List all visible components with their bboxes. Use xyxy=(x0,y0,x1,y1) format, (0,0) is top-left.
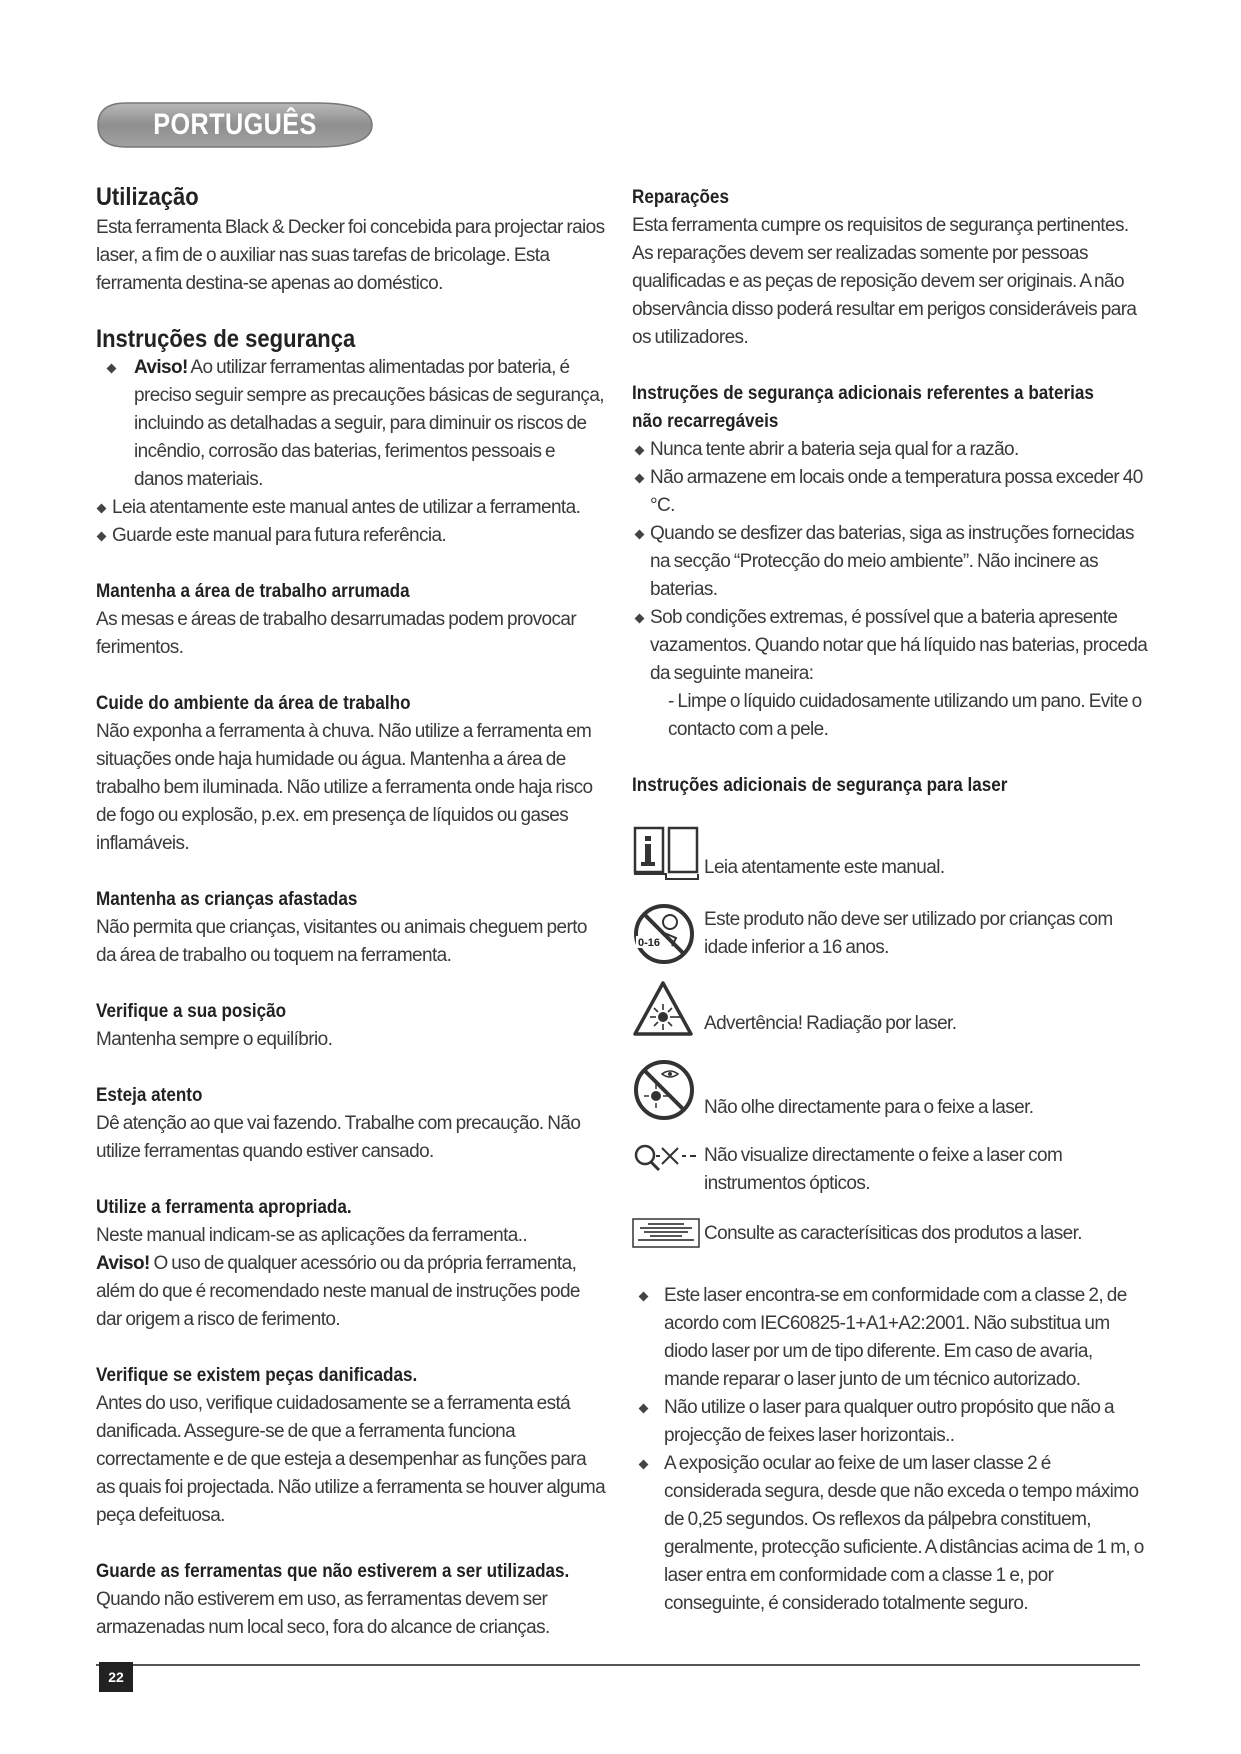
right-column xyxy=(632,184,1148,1618)
posicao-text: Mantenha sempre o equilíbrio. xyxy=(96,1029,333,1050)
ambiente-text: Não exponha a ferramenta à chuva. Não utilize a ferramenta em situações onde haja humidade ou água. Mantenha a área de trabalho bem iluminada. Não utilize a ferramenta onde haja risco de fogo ou explosão, p.ex. em presença de líquidos ou gases inflamáveis. xyxy=(96,721,593,854)
laser-b3-text: A exposição ocular ao feixe de um laser classe 2 é considerada segura, desde que não exceda o tempo máximo de 0,25 segundos. Os reflexos da pálpebra constituem, geralmente, protecção suficiente. A distâncias acima de 1 m, o laser entra em conformidade com a classe 1 e, por conseguinte, é considerado totalmente seguro. xyxy=(664,1453,1144,1614)
section-danificadas xyxy=(96,1362,606,1530)
atento-text: Dê atenção ao que vai fazendo. Trabalhe com precaução. Não utilize ferramentas quando estiver cansado. xyxy=(96,1113,581,1162)
bullet-diamond-icon xyxy=(635,446,645,456)
guarde-ferramentas-text: Quando não estiverem em uso, as ferramentas devem ser armazenadas num local seco, fora do alcance de crianças. xyxy=(96,1589,550,1638)
seguranca-bullet-aviso xyxy=(96,354,606,494)
baterias-b3-text: Quando se desfizer das baterias, siga as instruções fornecidas na secção “Protecção do meio ambiente”. Não incinere as baterias. xyxy=(650,523,1134,600)
no-optics-text: Não visualize directamente o feixe a laser com instrumentos ópticos. xyxy=(704,1145,1063,1194)
bullet-diamond-icon xyxy=(97,532,107,542)
section-guarde xyxy=(96,1558,606,1642)
read-manual-icon xyxy=(632,826,702,882)
aviso-label: Aviso! xyxy=(96,1253,150,1274)
laser-icon-row xyxy=(632,826,1148,882)
heading-guarde: Guarde as ferramentas que não estiverem a ser utilizadas. xyxy=(96,1561,570,1582)
language-tab-label: PORTUGUÊS xyxy=(153,108,317,141)
bullet-diamond-icon xyxy=(635,474,645,484)
utilizacao-text: Esta ferramenta Black & Decker foi concebida para projectar raios laser, a fim de o auxiliar nas suas tarefas de bricolage. Esta ferramenta destina-se apenas ao doméstico. xyxy=(96,217,605,294)
heading-laser: Instruções adicionais de segurança para laser xyxy=(632,775,1008,796)
laser-icon-row xyxy=(632,902,1148,966)
heading-seguranca: Instruções de segurança xyxy=(96,325,356,353)
baterias-bullet-4 xyxy=(632,604,1148,688)
heading-utilizacao: Utilização xyxy=(96,183,199,211)
no-children-icon xyxy=(632,902,702,966)
page-number: 22 xyxy=(99,1662,133,1692)
laser-warning-text: Advertência! Radiação por laser. xyxy=(704,1013,957,1034)
no-children-text: Este produto não deve ser utilizado por crianças com idade inferior a 16 anos. xyxy=(704,909,1113,958)
age-badge: 0-16 xyxy=(637,937,661,949)
heading-danificadas: Verifique se existem peças danificadas. xyxy=(96,1365,418,1386)
laser-b1-text: Este laser encontra-se em conformidade com a classe 2, de acordo com IEC60825-1+A1+A2:2001. Não substitua um diodo laser por um de tipo diferente. Em caso de avaria, mande reparar o laser junto de um técnico autorizado. xyxy=(664,1285,1127,1390)
aviso-text: Ao utilizar ferramentas alimentadas por bateria, é preciso seguir sempre as precauções básicas de segurança, incluindo as detalhadas a seguir, para diminuir os riscos de incêndio, corrosão das baterias, ferimentos pessoais e danos materiais. xyxy=(134,357,604,490)
apropriada-warning-text: O uso de qualquer acessório ou da própria ferramenta, além do que é recomendado neste manual de instruções pode dar origem a risco de ferimento. xyxy=(96,1253,580,1330)
no-optics-icon xyxy=(632,1142,702,1176)
section-laser xyxy=(632,772,1148,1618)
seguranca-bullet-leia xyxy=(96,494,606,522)
heading-baterias: Instruções de segurança adicionais referentes a baterias não recarregáveis xyxy=(632,383,1094,432)
section-apropriada xyxy=(96,1194,606,1334)
laser-label-icon xyxy=(632,1218,702,1248)
bullet-diamond-icon xyxy=(639,1292,649,1302)
baterias-sub-step xyxy=(632,688,1148,744)
section-reparacoes xyxy=(632,184,1148,352)
language-tab xyxy=(96,100,374,150)
guarde-text: Guarde este manual para futura referência. xyxy=(112,525,447,546)
baterias-bullet-1 xyxy=(632,436,1148,464)
area-arrumada-text: As mesas e áreas de trabalho desarrumadas podem provocar ferimentos. xyxy=(96,609,577,658)
heading-reparacoes: Reparações xyxy=(632,187,729,208)
laser-icon-row xyxy=(632,980,1148,1038)
leia-text: Leia atentamente este manual antes de utilizar a ferramenta. xyxy=(112,497,581,518)
laser-warning-icon xyxy=(632,980,702,1038)
apropriada-warning xyxy=(96,1250,606,1334)
heading-posicao: Verifique a sua posição xyxy=(96,1001,287,1022)
no-stare-icon xyxy=(632,1058,702,1122)
footer-rule xyxy=(96,1664,1140,1666)
laser-label-text: Consulte as caracterísiticas dos produtos a laser. xyxy=(704,1223,1082,1244)
bullet-diamond-icon xyxy=(97,504,107,514)
bullet-diamond-icon xyxy=(635,530,645,540)
no-stare-text: Não olhe directamente para o feixe a laser. xyxy=(704,1097,1034,1118)
section-criancas xyxy=(96,886,606,970)
laser-icon-row xyxy=(632,1218,1148,1248)
laser-icon-row xyxy=(632,1142,1148,1198)
bullet-diamond-icon xyxy=(639,1404,649,1414)
heading-area-arrumada: Mantenha a área de trabalho arrumada xyxy=(96,581,410,602)
left-column xyxy=(96,180,606,1670)
criancas-text: Não permita que crianças, visitantes ou animais cheguem perto da área de trabalho ou toquem na ferramenta. xyxy=(96,917,587,966)
read-manual-text: Leia atentamente este manual. xyxy=(704,857,945,878)
section-posicao xyxy=(96,998,606,1054)
section-utilizacao xyxy=(96,180,606,298)
seguranca-bullet-guarde xyxy=(96,522,606,550)
heading-atento: Esteja atento xyxy=(96,1085,203,1106)
section-ambiente xyxy=(96,690,606,858)
section-area-arrumada xyxy=(96,578,606,662)
baterias-b4-text: Sob condições extremas, é possível que a bateria apresente vazamentos. Quando notar que há líquido nas baterias, proceda da seguinte maneira: xyxy=(650,607,1148,684)
laser-b2-text: Não utilize o laser para qualquer outro propósito que não a projecção de feixes laser horizontais.. xyxy=(664,1397,1114,1446)
aviso-label: Aviso! xyxy=(134,357,188,378)
laser-bullet-3 xyxy=(632,1450,1148,1618)
laser-bullet-1 xyxy=(632,1282,1148,1394)
section-seguranca xyxy=(96,322,606,550)
apropriada-text: Neste manual indicam-se as aplicações da ferramenta.. xyxy=(96,1225,528,1246)
baterias-b2-text: Não armazene em locais onde a temperatura possa exceder 40 °C. xyxy=(650,467,1143,516)
heading-apropriada: Utilize a ferramenta apropriada. xyxy=(96,1197,352,1218)
heading-ambiente: Cuide do ambiente da área de trabalho xyxy=(96,693,411,714)
reparacoes-text: Esta ferramenta cumpre os requisitos de segurança pertinentes. As reparações devem ser realizadas somente por pessoas qualificadas e as peças de reposição devem ser originais. A não observância disso poderá resultar em perigos consideráveis para os utilizadores. xyxy=(632,215,1137,348)
bullet-diamond-icon xyxy=(635,614,645,624)
section-baterias xyxy=(632,380,1148,744)
section-atento xyxy=(96,1082,606,1166)
baterias-bullet-2 xyxy=(632,464,1148,520)
baterias-bullet-3 xyxy=(632,520,1148,604)
bullet-diamond-icon xyxy=(639,1460,649,1470)
laser-bullet-2 xyxy=(632,1394,1148,1450)
baterias-b1-text: Nunca tente abrir a bateria seja qual for a razão. xyxy=(650,439,1019,460)
bullet-diamond-icon xyxy=(107,364,117,374)
laser-icon-row xyxy=(632,1058,1148,1122)
heading-criancas: Mantenha as crianças afastadas xyxy=(96,889,358,910)
danificadas-text: Antes do uso, verifique cuidadosamente se a ferramenta está danificada. Assegure-se de que a ferramenta funciona correctamente e de que esteja a desempenhar as funções para as quais foi projectada. Não utilize a ferramenta se houver alguma peça defeituosa. xyxy=(96,1393,606,1526)
baterias-sub-text: - Limpe o líquido cuidadosamente utilizando um pano. Evite o contacto com a pele. xyxy=(668,691,1142,740)
